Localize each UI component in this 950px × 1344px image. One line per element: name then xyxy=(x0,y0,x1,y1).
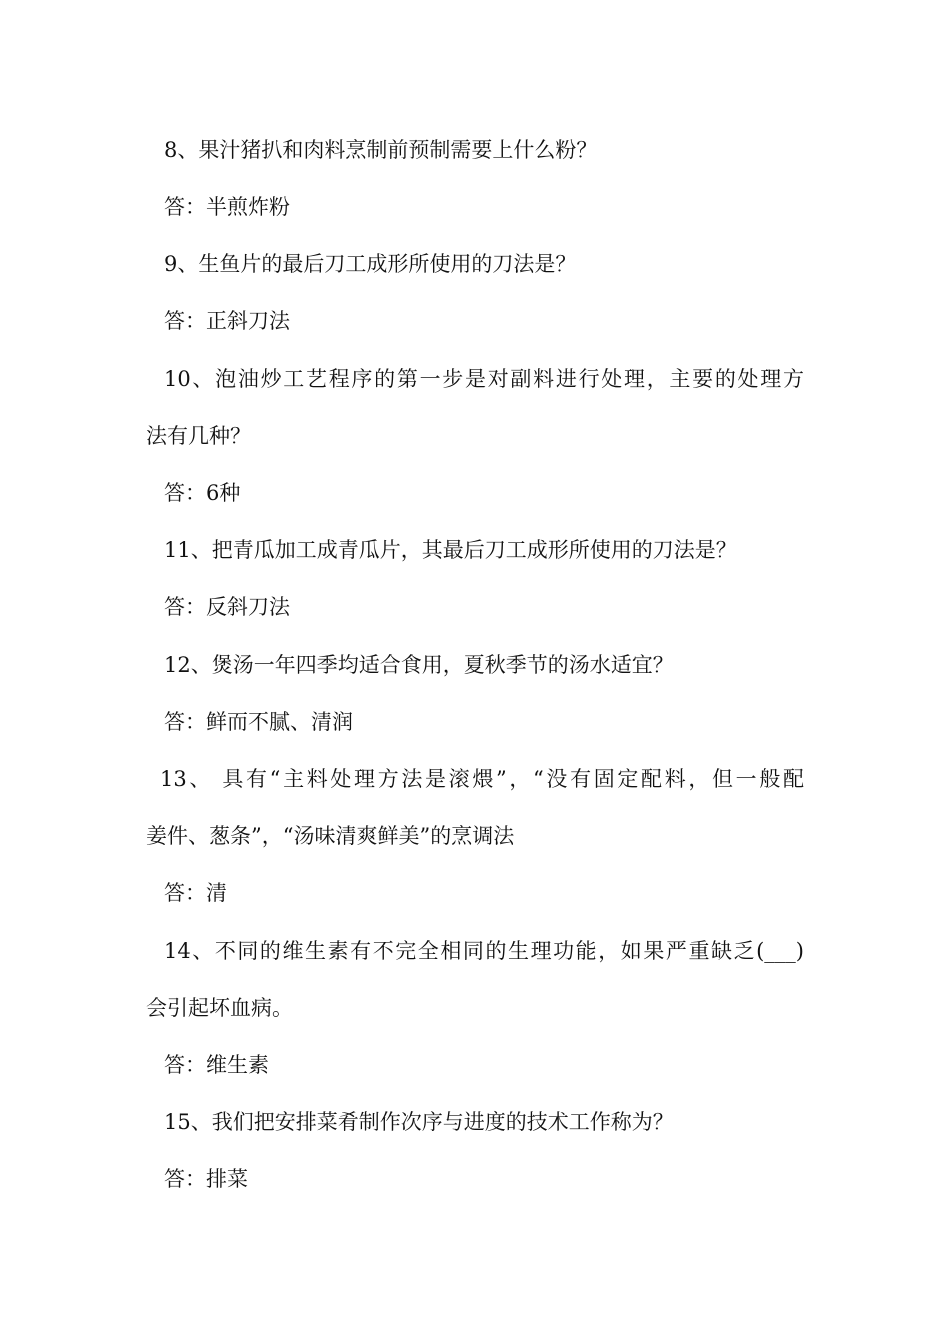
question-10-line-1: 10、泡油炒工艺程序的第一步是对副料进行处理，主要的处理方 xyxy=(164,367,804,391)
answer-15: 答：排菜 xyxy=(164,1167,248,1191)
answer-13: 答：清 xyxy=(164,881,227,905)
answer-10: 答：6种 xyxy=(164,481,241,505)
question-10-line-2: 法有几种？ xyxy=(146,424,251,448)
answer-11: 答：反斜刀法 xyxy=(164,595,290,619)
question-14-line-1: 14、不同的维生素有不完全相同的生理功能，如果严重缺乏(___) xyxy=(164,939,804,963)
question-11: 11、把青瓜加工成青瓜片，其最后刀工成形所使用的刀法是？ xyxy=(164,538,737,562)
answer-14: 答：维生素 xyxy=(164,1053,269,1077)
question-12: 12、煲汤一年四季均适合食用，夏秋季节的汤水适宜？ xyxy=(164,653,674,677)
answer-12: 答：鲜而不腻、清润 xyxy=(164,710,353,734)
question-8: 8、果汁猪扒和肉料烹制前预制需要上什么粉？ xyxy=(164,138,598,162)
question-14-line-2: 会引起坏血病。 xyxy=(146,996,293,1020)
question-9: 9、生鱼片的最后刀工成形所使用的刀法是？ xyxy=(164,252,577,276)
answer-8: 答：半煎炸粉 xyxy=(164,195,290,219)
question-15: 15、我们把安排菜肴制作次序与进度的技术工作称为？ xyxy=(164,1110,674,1134)
question-13-line-2: 姜件、葱条”，“汤味清爽鲜美”的烹调法 xyxy=(146,824,515,848)
answer-9: 答：正斜刀法 xyxy=(164,309,290,333)
question-13-line-1: 13、 具有“主料处理方法是滚煨”，“没有固定配料，但一般配 xyxy=(160,767,804,791)
